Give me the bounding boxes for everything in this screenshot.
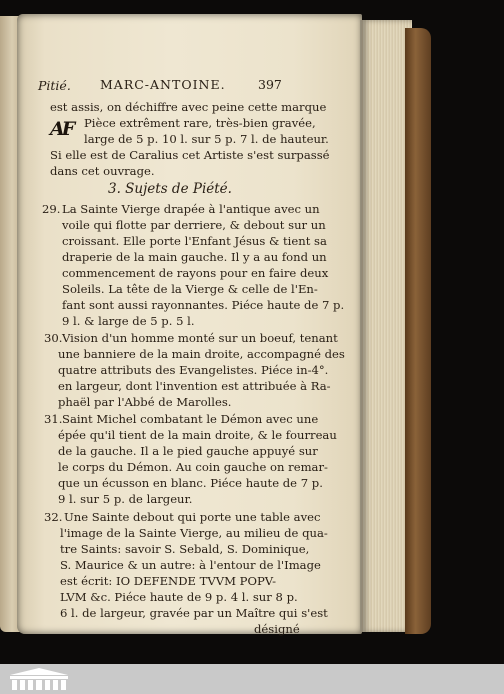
text-line: Pièce extrêment rare, très-bien gravée, — [84, 116, 316, 130]
entry-line: quatre attributs des Evangelistes. Piéce in-4°. — [58, 363, 329, 377]
entry-line: Une Sainte debout qui porte une table avec — [64, 510, 321, 524]
entry-line: La Sainte Vierge drapée à l'antique avec un — [62, 202, 320, 216]
catchword: désigné — [254, 622, 300, 636]
entry-line: est écrit: IO DEFENDE TVVM POPV- — [60, 574, 277, 588]
entry-line: épée qu'il tient de la main droite, & le fourreau — [58, 428, 337, 442]
entry-line: draperie de la main gauche. Il y a au fond un — [62, 250, 327, 264]
entry-number: 30. — [44, 331, 63, 345]
entry-number: 29. — [42, 202, 61, 216]
entry-line: tre Saints: savoir S. Sebald, S. Dominique, — [60, 542, 310, 556]
running-head-left: Pitié. — [38, 78, 71, 93]
entry-number: 32. — [44, 510, 63, 524]
entry-line: que un écusson en blanc. Piéce haute de 7 p. — [58, 476, 323, 490]
entry-number: 31. — [44, 412, 63, 426]
entry-line: S. Maurice & un autre: à l'entour de l'Image — [60, 558, 321, 572]
entry-line: 9 l. & large de 5 p. 5 l. — [62, 314, 195, 328]
entry-line: l'image de la Sainte Vierge, au milieu de qua- — [60, 526, 328, 540]
entry-line: fant sont aussi rayonnantes. Piéce haute de 7 p. — [62, 298, 345, 312]
entry-line: voile qui flotte par derriere, & debout sur un — [62, 218, 326, 232]
entry-line: Vision d'un homme monté sur un boeuf, tenant — [62, 331, 338, 345]
entry-line: Soleils. La tête de la Vierge & celle de l'En- — [62, 282, 318, 296]
entry-line: croissant. Elle porte l'Enfant Jésus & tient sa — [62, 234, 327, 248]
entry-line: LVM &c. Piéce haute de 9 p. 4 l. sur 8 p. — [60, 590, 298, 604]
book-cover — [405, 28, 431, 634]
text-line: large de 5 p. 10 l. sur 5 p. 7 l. de hauteur. — [84, 132, 329, 146]
page-number: 397 — [258, 77, 282, 92]
entry-line: 9 l. sur 5 p. de largeur. — [58, 492, 193, 506]
text-line: Si elle est de Caralius cet Artiste s'est surpassé — [50, 148, 330, 162]
text-line: dans cet ouvrage. — [50, 164, 155, 178]
engraver-monogram: AF — [50, 118, 73, 140]
entry-line: une banniere de la main droite, accompagné des — [58, 347, 345, 361]
entry-line: Saint Michel combatant le Démon avec une — [62, 412, 319, 426]
entry-line: 6 l. de largeur, gravée par un Maître qui s'est — [60, 606, 328, 620]
text-line: est assis, on déchiffre avec peine cette marque — [50, 100, 327, 114]
section-title: 3. Sujets de Piété. — [108, 181, 232, 197]
entry-line: en largeur, dont l'invention est attribuée à Ra- — [58, 379, 331, 393]
footer-bar — [0, 664, 504, 694]
entry-line: commencement de rayons pour en faire deux — [62, 266, 329, 280]
entry-line: le corps du Démon. Au coin gauche on remar- — [58, 460, 328, 474]
entry-line: phaël par l'Abbé de Marolles. — [58, 395, 232, 409]
library-building-icon — [6, 666, 72, 692]
running-head-title: MARC-ANTOINE. — [100, 77, 226, 92]
entry-line: de la gauche. Il a le pied gauche appuyé sur — [58, 444, 318, 458]
